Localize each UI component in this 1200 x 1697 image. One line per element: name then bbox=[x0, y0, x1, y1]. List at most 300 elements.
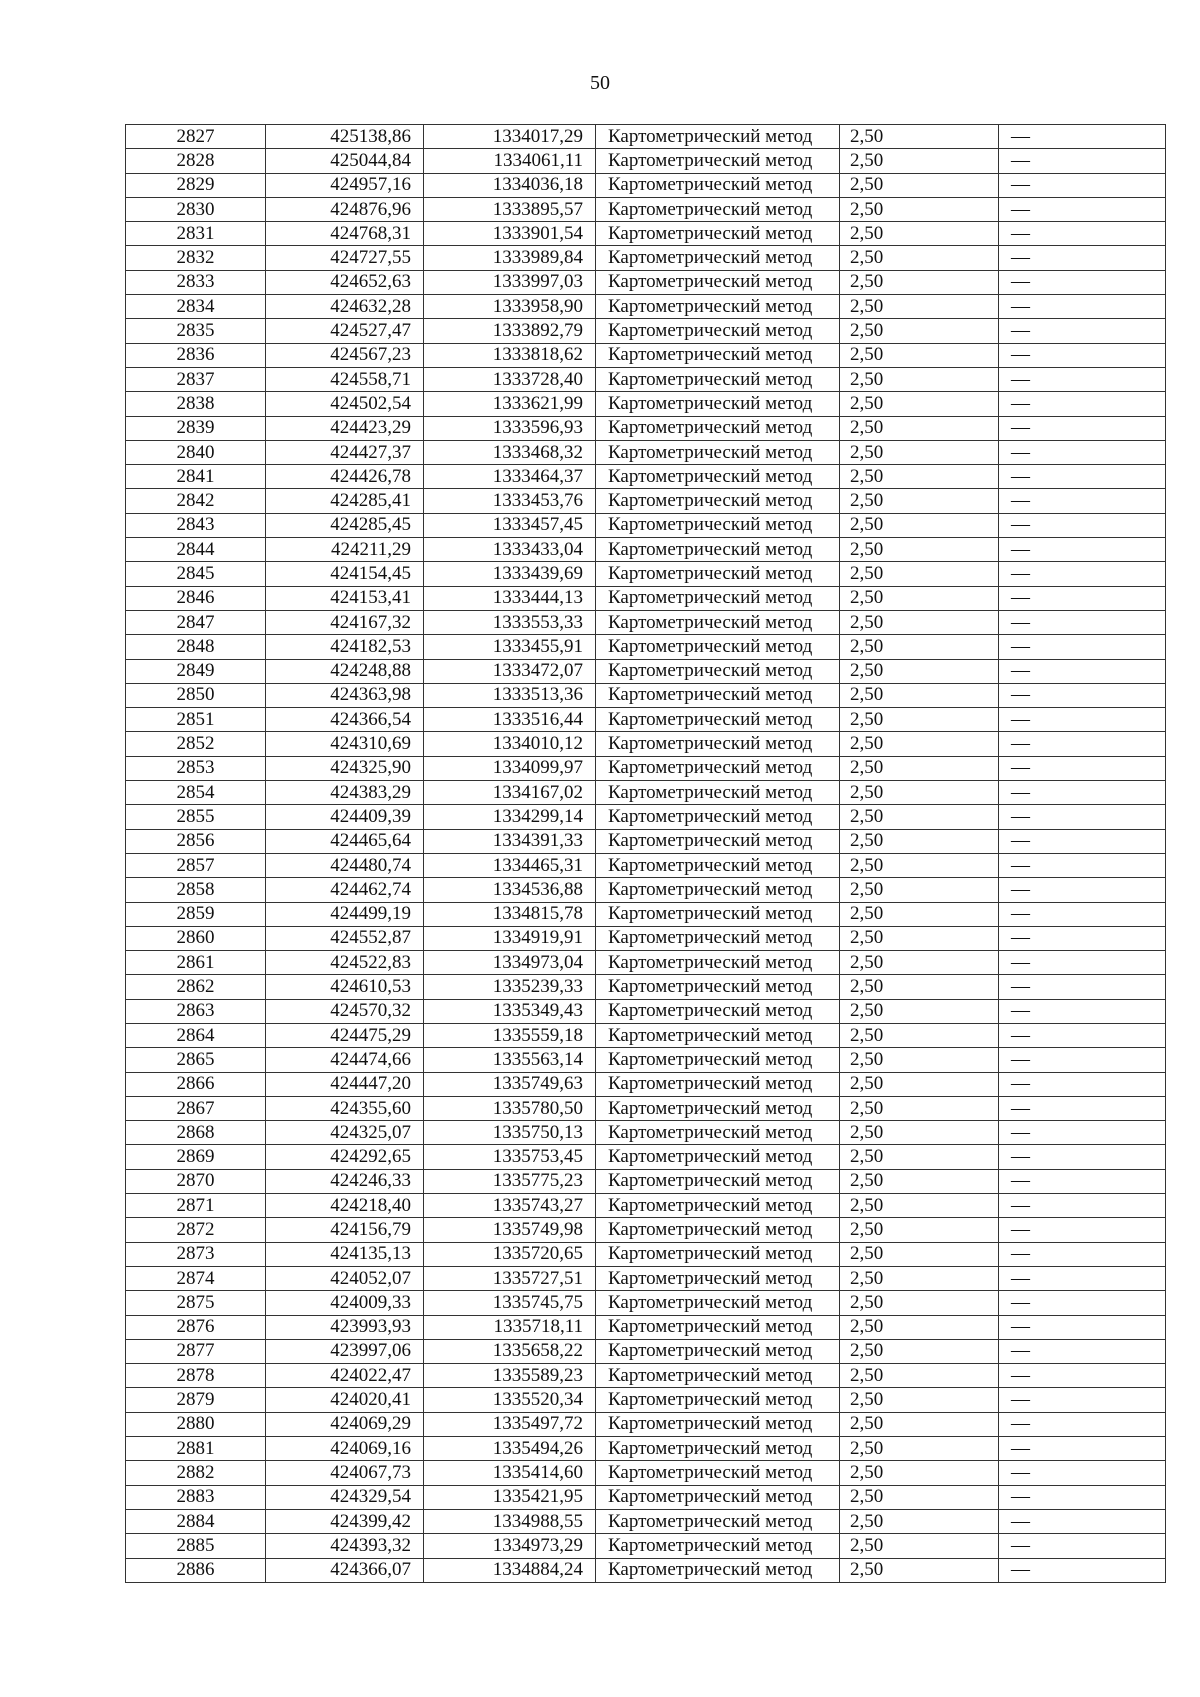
table-row bbox=[126, 416, 1166, 440]
point-number-cell: 2878 bbox=[126, 1364, 266, 1388]
table-row bbox=[126, 1266, 1166, 1290]
y-coordinate-cell: 1334036,18 bbox=[424, 173, 596, 197]
description-cell: — bbox=[999, 513, 1166, 537]
point-number-cell: 2879 bbox=[126, 1388, 266, 1412]
table-row bbox=[126, 1291, 1166, 1315]
point-number-cell: 2851 bbox=[126, 708, 266, 732]
point-number-cell: 2877 bbox=[126, 1339, 266, 1363]
point-number-cell: 2886 bbox=[126, 1558, 266, 1582]
y-coordinate-cell: 1333901,54 bbox=[424, 222, 596, 246]
x-coordinate-cell: 424632,28 bbox=[266, 295, 424, 319]
method-cell: Картометрический метод bbox=[596, 1218, 840, 1242]
table-row bbox=[126, 319, 1166, 343]
description-cell: — bbox=[999, 367, 1166, 391]
description-cell: — bbox=[999, 1461, 1166, 1485]
point-number-cell: 2855 bbox=[126, 805, 266, 829]
table-row bbox=[126, 732, 1166, 756]
y-coordinate-cell: 1334988,55 bbox=[424, 1509, 596, 1533]
x-coordinate-cell: 424355,60 bbox=[266, 1096, 424, 1120]
y-coordinate-cell: 1334299,14 bbox=[424, 805, 596, 829]
description-cell: — bbox=[999, 416, 1166, 440]
accuracy-cell: 2,50 bbox=[840, 1096, 999, 1120]
y-coordinate-cell: 1333464,37 bbox=[424, 465, 596, 489]
method-cell: Картометрический метод bbox=[596, 1558, 840, 1582]
description-cell: — bbox=[999, 319, 1166, 343]
x-coordinate-cell: 424474,66 bbox=[266, 1048, 424, 1072]
y-coordinate-cell: 1335753,45 bbox=[424, 1145, 596, 1169]
x-coordinate-cell: 424502,54 bbox=[266, 392, 424, 416]
x-coordinate-cell: 424052,07 bbox=[266, 1266, 424, 1290]
point-number-cell: 2837 bbox=[126, 367, 266, 391]
accuracy-cell: 2,50 bbox=[840, 1048, 999, 1072]
point-number-cell: 2849 bbox=[126, 659, 266, 683]
x-coordinate-cell: 424399,42 bbox=[266, 1509, 424, 1533]
y-coordinate-cell: 1335349,43 bbox=[424, 999, 596, 1023]
accuracy-cell: 2,50 bbox=[840, 902, 999, 926]
point-number-cell: 2868 bbox=[126, 1121, 266, 1145]
method-cell: Картометрический метод bbox=[596, 1412, 840, 1436]
y-coordinate-cell: 1334017,29 bbox=[424, 125, 596, 149]
y-coordinate-cell: 1335494,26 bbox=[424, 1437, 596, 1461]
point-number-cell: 2876 bbox=[126, 1315, 266, 1339]
description-cell: — bbox=[999, 295, 1166, 319]
description-cell: — bbox=[999, 829, 1166, 853]
point-number-cell: 2841 bbox=[126, 465, 266, 489]
table-row bbox=[126, 173, 1166, 197]
y-coordinate-cell: 1335750,13 bbox=[424, 1121, 596, 1145]
accuracy-cell: 2,50 bbox=[840, 756, 999, 780]
method-cell: Картометрический метод bbox=[596, 149, 840, 173]
accuracy-cell: 2,50 bbox=[840, 1485, 999, 1509]
table-row bbox=[126, 926, 1166, 950]
page-number: 50 bbox=[590, 72, 610, 94]
accuracy-cell: 2,50 bbox=[840, 1364, 999, 1388]
description-cell: — bbox=[999, 1437, 1166, 1461]
accuracy-cell: 2,50 bbox=[840, 562, 999, 586]
accuracy-cell: 2,50 bbox=[840, 1509, 999, 1533]
y-coordinate-cell: 1335727,51 bbox=[424, 1266, 596, 1290]
x-coordinate-cell: 424610,53 bbox=[266, 975, 424, 999]
point-number-cell: 2842 bbox=[126, 489, 266, 513]
description-cell: — bbox=[999, 1218, 1166, 1242]
method-cell: Картометрический метод bbox=[596, 1169, 840, 1193]
accuracy-cell: 2,50 bbox=[840, 465, 999, 489]
point-number-cell: 2828 bbox=[126, 149, 266, 173]
accuracy-cell: 2,50 bbox=[840, 1194, 999, 1218]
description-cell: — bbox=[999, 197, 1166, 221]
x-coordinate-cell: 424567,23 bbox=[266, 343, 424, 367]
accuracy-cell: 2,50 bbox=[840, 1339, 999, 1363]
y-coordinate-cell: 1333455,91 bbox=[424, 635, 596, 659]
y-coordinate-cell: 1335497,72 bbox=[424, 1412, 596, 1436]
accuracy-cell: 2,50 bbox=[840, 1437, 999, 1461]
method-cell: Картометрический метод bbox=[596, 1291, 840, 1315]
table-row bbox=[126, 829, 1166, 853]
x-coordinate-cell: 424022,47 bbox=[266, 1364, 424, 1388]
y-coordinate-cell: 1333444,13 bbox=[424, 586, 596, 610]
accuracy-cell: 2,50 bbox=[840, 1534, 999, 1558]
y-coordinate-cell: 1333553,33 bbox=[424, 610, 596, 634]
method-cell: Картометрический метод bbox=[596, 222, 840, 246]
description-cell: — bbox=[999, 853, 1166, 877]
y-coordinate-cell: 1335414,60 bbox=[424, 1461, 596, 1485]
accuracy-cell: 2,50 bbox=[840, 1388, 999, 1412]
y-coordinate-cell: 1333457,45 bbox=[424, 513, 596, 537]
accuracy-cell: 2,50 bbox=[840, 781, 999, 805]
point-number-cell: 2884 bbox=[126, 1509, 266, 1533]
y-coordinate-cell: 1333472,07 bbox=[424, 659, 596, 683]
accuracy-cell: 2,50 bbox=[840, 489, 999, 513]
y-coordinate-cell: 1335749,98 bbox=[424, 1218, 596, 1242]
accuracy-cell: 2,50 bbox=[840, 1266, 999, 1290]
accuracy-cell: 2,50 bbox=[840, 732, 999, 756]
y-coordinate-cell: 1335421,95 bbox=[424, 1485, 596, 1509]
description-cell: — bbox=[999, 1509, 1166, 1533]
y-coordinate-cell: 1333468,32 bbox=[424, 440, 596, 464]
x-coordinate-cell: 424248,88 bbox=[266, 659, 424, 683]
accuracy-cell: 2,50 bbox=[840, 635, 999, 659]
description-cell: — bbox=[999, 610, 1166, 634]
description-cell: — bbox=[999, 732, 1166, 756]
method-cell: Картометрический метод bbox=[596, 829, 840, 853]
x-coordinate-cell: 424558,71 bbox=[266, 367, 424, 391]
x-coordinate-cell: 424876,96 bbox=[266, 197, 424, 221]
x-coordinate-cell: 424292,65 bbox=[266, 1145, 424, 1169]
method-cell: Картометрический метод bbox=[596, 1364, 840, 1388]
x-coordinate-cell: 424499,19 bbox=[266, 902, 424, 926]
table-row bbox=[126, 1315, 1166, 1339]
table-row bbox=[126, 343, 1166, 367]
x-coordinate-cell: 424156,79 bbox=[266, 1218, 424, 1242]
method-cell: Картометрический метод bbox=[596, 538, 840, 562]
y-coordinate-cell: 1335589,23 bbox=[424, 1364, 596, 1388]
method-cell: Картометрический метод bbox=[596, 975, 840, 999]
method-cell: Картометрический метод bbox=[596, 197, 840, 221]
table-row bbox=[126, 1388, 1166, 1412]
table-row bbox=[126, 1169, 1166, 1193]
table-row bbox=[126, 538, 1166, 562]
description-cell: — bbox=[999, 125, 1166, 149]
x-coordinate-cell: 424285,45 bbox=[266, 513, 424, 537]
y-coordinate-cell: 1334973,29 bbox=[424, 1534, 596, 1558]
point-number-cell: 2862 bbox=[126, 975, 266, 999]
description-cell: — bbox=[999, 926, 1166, 950]
description-cell: — bbox=[999, 392, 1166, 416]
accuracy-cell: 2,50 bbox=[840, 295, 999, 319]
accuracy-cell: 2,50 bbox=[840, 1461, 999, 1485]
accuracy-cell: 2,50 bbox=[840, 1242, 999, 1266]
point-number-cell: 2853 bbox=[126, 756, 266, 780]
y-coordinate-cell: 1334391,33 bbox=[424, 829, 596, 853]
method-cell: Картометрический метод bbox=[596, 416, 840, 440]
table-row bbox=[126, 562, 1166, 586]
table-row bbox=[126, 1339, 1166, 1363]
method-cell: Картометрический метод bbox=[596, 708, 840, 732]
description-cell: — bbox=[999, 951, 1166, 975]
y-coordinate-cell: 1335658,22 bbox=[424, 1339, 596, 1363]
table-row bbox=[126, 1485, 1166, 1509]
x-coordinate-cell: 424067,73 bbox=[266, 1461, 424, 1485]
method-cell: Картометрический метод bbox=[596, 853, 840, 877]
y-coordinate-cell: 1335743,27 bbox=[424, 1194, 596, 1218]
point-number-cell: 2873 bbox=[126, 1242, 266, 1266]
y-coordinate-cell: 1335780,50 bbox=[424, 1096, 596, 1120]
table-row bbox=[126, 513, 1166, 537]
method-cell: Картометрический метод bbox=[596, 1315, 840, 1339]
table-row bbox=[126, 805, 1166, 829]
x-coordinate-cell: 424652,63 bbox=[266, 270, 424, 294]
method-cell: Картометрический метод bbox=[596, 878, 840, 902]
method-cell: Картометрический метод bbox=[596, 392, 840, 416]
x-coordinate-cell: 424218,40 bbox=[266, 1194, 424, 1218]
method-cell: Картометрический метод bbox=[596, 489, 840, 513]
method-cell: Картометрический метод bbox=[596, 659, 840, 683]
y-coordinate-cell: 1334465,31 bbox=[424, 853, 596, 877]
y-coordinate-cell: 1335239,33 bbox=[424, 975, 596, 999]
y-coordinate-cell: 1333596,93 bbox=[424, 416, 596, 440]
description-cell: — bbox=[999, 246, 1166, 270]
y-coordinate-cell: 1334099,97 bbox=[424, 756, 596, 780]
y-coordinate-cell: 1333453,76 bbox=[424, 489, 596, 513]
point-number-cell: 2850 bbox=[126, 683, 266, 707]
y-coordinate-cell: 1334010,12 bbox=[424, 732, 596, 756]
table-row bbox=[126, 489, 1166, 513]
x-coordinate-cell: 424480,74 bbox=[266, 853, 424, 877]
description-cell: — bbox=[999, 1388, 1166, 1412]
method-cell: Картометрический метод bbox=[596, 1121, 840, 1145]
accuracy-cell: 2,50 bbox=[840, 586, 999, 610]
point-number-cell: 2856 bbox=[126, 829, 266, 853]
description-cell: — bbox=[999, 999, 1166, 1023]
point-number-cell: 2829 bbox=[126, 173, 266, 197]
accuracy-cell: 2,50 bbox=[840, 125, 999, 149]
table-row bbox=[126, 246, 1166, 270]
x-coordinate-cell: 424182,53 bbox=[266, 635, 424, 659]
accuracy-cell: 2,50 bbox=[840, 999, 999, 1023]
x-coordinate-cell: 424153,41 bbox=[266, 586, 424, 610]
method-cell: Картометрический метод bbox=[596, 125, 840, 149]
x-coordinate-cell: 424325,07 bbox=[266, 1121, 424, 1145]
y-coordinate-cell: 1333895,57 bbox=[424, 197, 596, 221]
x-coordinate-cell: 424465,64 bbox=[266, 829, 424, 853]
table-row bbox=[126, 951, 1166, 975]
description-cell: — bbox=[999, 1194, 1166, 1218]
method-cell: Картометрический метод bbox=[596, 926, 840, 950]
accuracy-cell: 2,50 bbox=[840, 951, 999, 975]
method-cell: Картометрический метод bbox=[596, 1339, 840, 1363]
y-coordinate-cell: 1334884,24 bbox=[424, 1558, 596, 1582]
x-coordinate-cell: 424211,29 bbox=[266, 538, 424, 562]
description-cell: — bbox=[999, 878, 1166, 902]
description-cell: — bbox=[999, 1096, 1166, 1120]
method-cell: Картометрический метод bbox=[596, 1485, 840, 1509]
table-row bbox=[126, 1461, 1166, 1485]
description-cell: — bbox=[999, 1169, 1166, 1193]
description-cell: — bbox=[999, 1485, 1166, 1509]
y-coordinate-cell: 1334815,78 bbox=[424, 902, 596, 926]
table-row bbox=[126, 1558, 1166, 1582]
y-coordinate-cell: 1333433,04 bbox=[424, 538, 596, 562]
table-row bbox=[126, 1437, 1166, 1461]
table-row bbox=[126, 878, 1166, 902]
point-number-cell: 2843 bbox=[126, 513, 266, 537]
x-coordinate-cell: 423997,06 bbox=[266, 1339, 424, 1363]
description-cell: — bbox=[999, 1121, 1166, 1145]
accuracy-cell: 2,50 bbox=[840, 1121, 999, 1145]
x-coordinate-cell: 424135,13 bbox=[266, 1242, 424, 1266]
accuracy-cell: 2,50 bbox=[840, 1291, 999, 1315]
x-coordinate-cell: 424423,29 bbox=[266, 416, 424, 440]
description-cell: — bbox=[999, 1242, 1166, 1266]
x-coordinate-cell: 424383,29 bbox=[266, 781, 424, 805]
method-cell: Картометрический метод bbox=[596, 367, 840, 391]
accuracy-cell: 2,50 bbox=[840, 319, 999, 343]
description-cell: — bbox=[999, 659, 1166, 683]
table-row bbox=[126, 440, 1166, 464]
description-cell: — bbox=[999, 343, 1166, 367]
table-body bbox=[126, 125, 1166, 1583]
point-number-cell: 2845 bbox=[126, 562, 266, 586]
description-cell: — bbox=[999, 173, 1166, 197]
method-cell: Картометрический метод bbox=[596, 1461, 840, 1485]
point-number-cell: 2836 bbox=[126, 343, 266, 367]
point-number-cell: 2846 bbox=[126, 586, 266, 610]
method-cell: Картометрический метод bbox=[596, 513, 840, 537]
description-cell: — bbox=[999, 683, 1166, 707]
point-number-cell: 2861 bbox=[126, 951, 266, 975]
accuracy-cell: 2,50 bbox=[840, 878, 999, 902]
y-coordinate-cell: 1335559,18 bbox=[424, 1023, 596, 1047]
x-coordinate-cell: 424552,87 bbox=[266, 926, 424, 950]
x-coordinate-cell: 424426,78 bbox=[266, 465, 424, 489]
table-row bbox=[126, 1023, 1166, 1047]
x-coordinate-cell: 424393,32 bbox=[266, 1534, 424, 1558]
table-row bbox=[126, 708, 1166, 732]
y-coordinate-cell: 1334973,04 bbox=[424, 951, 596, 975]
method-cell: Картометрический метод bbox=[596, 343, 840, 367]
x-coordinate-cell: 424522,83 bbox=[266, 951, 424, 975]
description-cell: — bbox=[999, 1048, 1166, 1072]
accuracy-cell: 2,50 bbox=[840, 926, 999, 950]
accuracy-cell: 2,50 bbox=[840, 1023, 999, 1047]
x-coordinate-cell: 424527,47 bbox=[266, 319, 424, 343]
table-row bbox=[126, 222, 1166, 246]
description-cell: — bbox=[999, 1145, 1166, 1169]
table-row bbox=[126, 270, 1166, 294]
table-row bbox=[126, 1509, 1166, 1533]
method-cell: Картометрический метод bbox=[596, 610, 840, 634]
accuracy-cell: 2,50 bbox=[840, 610, 999, 634]
point-number-cell: 2863 bbox=[126, 999, 266, 1023]
x-coordinate-cell: 424475,29 bbox=[266, 1023, 424, 1047]
x-coordinate-cell: 424069,16 bbox=[266, 1437, 424, 1461]
y-coordinate-cell: 1334061,11 bbox=[424, 149, 596, 173]
description-cell: — bbox=[999, 465, 1166, 489]
method-cell: Картометрический метод bbox=[596, 756, 840, 780]
x-coordinate-cell: 425138,86 bbox=[266, 125, 424, 149]
method-cell: Картометрический метод bbox=[596, 1072, 840, 1096]
accuracy-cell: 2,50 bbox=[840, 440, 999, 464]
y-coordinate-cell: 1335749,63 bbox=[424, 1072, 596, 1096]
description-cell: — bbox=[999, 1339, 1166, 1363]
point-number-cell: 2871 bbox=[126, 1194, 266, 1218]
x-coordinate-cell: 423993,93 bbox=[266, 1315, 424, 1339]
x-coordinate-cell: 424447,20 bbox=[266, 1072, 424, 1096]
point-number-cell: 2859 bbox=[126, 902, 266, 926]
method-cell: Картометрический метод bbox=[596, 1388, 840, 1412]
point-number-cell: 2860 bbox=[126, 926, 266, 950]
table-row bbox=[126, 853, 1166, 877]
description-cell: — bbox=[999, 538, 1166, 562]
accuracy-cell: 2,50 bbox=[840, 246, 999, 270]
accuracy-cell: 2,50 bbox=[840, 1315, 999, 1339]
y-coordinate-cell: 1333989,84 bbox=[424, 246, 596, 270]
description-cell: — bbox=[999, 902, 1166, 926]
accuracy-cell: 2,50 bbox=[840, 270, 999, 294]
table-row bbox=[126, 1534, 1166, 1558]
description-cell: — bbox=[999, 1266, 1166, 1290]
method-cell: Картометрический метод bbox=[596, 951, 840, 975]
table-row bbox=[126, 999, 1166, 1023]
method-cell: Картометрический метод bbox=[596, 902, 840, 926]
method-cell: Картометрический метод bbox=[596, 1096, 840, 1120]
point-number-cell: 2840 bbox=[126, 440, 266, 464]
accuracy-cell: 2,50 bbox=[840, 1169, 999, 1193]
point-number-cell: 2847 bbox=[126, 610, 266, 634]
description-cell: — bbox=[999, 635, 1166, 659]
accuracy-cell: 2,50 bbox=[840, 392, 999, 416]
table-row bbox=[126, 659, 1166, 683]
x-coordinate-cell: 424069,29 bbox=[266, 1412, 424, 1436]
y-coordinate-cell: 1333621,99 bbox=[424, 392, 596, 416]
description-cell: — bbox=[999, 1412, 1166, 1436]
point-number-cell: 2830 bbox=[126, 197, 266, 221]
accuracy-cell: 2,50 bbox=[840, 975, 999, 999]
point-number-cell: 2881 bbox=[126, 1437, 266, 1461]
point-number-cell: 2869 bbox=[126, 1145, 266, 1169]
point-number-cell: 2885 bbox=[126, 1534, 266, 1558]
description-cell: — bbox=[999, 1072, 1166, 1096]
method-cell: Картометрический метод bbox=[596, 635, 840, 659]
accuracy-cell: 2,50 bbox=[840, 853, 999, 877]
x-coordinate-cell: 424768,31 bbox=[266, 222, 424, 246]
point-number-cell: 2848 bbox=[126, 635, 266, 659]
point-number-cell: 2875 bbox=[126, 1291, 266, 1315]
method-cell: Картометрический метод bbox=[596, 1023, 840, 1047]
accuracy-cell: 2,50 bbox=[840, 197, 999, 221]
table-row bbox=[126, 1364, 1166, 1388]
x-coordinate-cell: 424366,07 bbox=[266, 1558, 424, 1582]
method-cell: Картометрический метод bbox=[596, 173, 840, 197]
description-cell: — bbox=[999, 805, 1166, 829]
description-cell: — bbox=[999, 975, 1166, 999]
description-cell: — bbox=[999, 562, 1166, 586]
point-number-cell: 2870 bbox=[126, 1169, 266, 1193]
y-coordinate-cell: 1333439,69 bbox=[424, 562, 596, 586]
x-coordinate-cell: 424020,41 bbox=[266, 1388, 424, 1412]
table-row bbox=[126, 465, 1166, 489]
table-row bbox=[126, 197, 1166, 221]
point-number-cell: 2864 bbox=[126, 1023, 266, 1047]
table-row bbox=[126, 1194, 1166, 1218]
x-coordinate-cell: 424366,54 bbox=[266, 708, 424, 732]
method-cell: Картометрический метод bbox=[596, 1509, 840, 1533]
accuracy-cell: 2,50 bbox=[840, 805, 999, 829]
table-row bbox=[126, 1121, 1166, 1145]
coordinates-table bbox=[125, 124, 1166, 1583]
y-coordinate-cell: 1333997,03 bbox=[424, 270, 596, 294]
method-cell: Картометрический метод bbox=[596, 295, 840, 319]
